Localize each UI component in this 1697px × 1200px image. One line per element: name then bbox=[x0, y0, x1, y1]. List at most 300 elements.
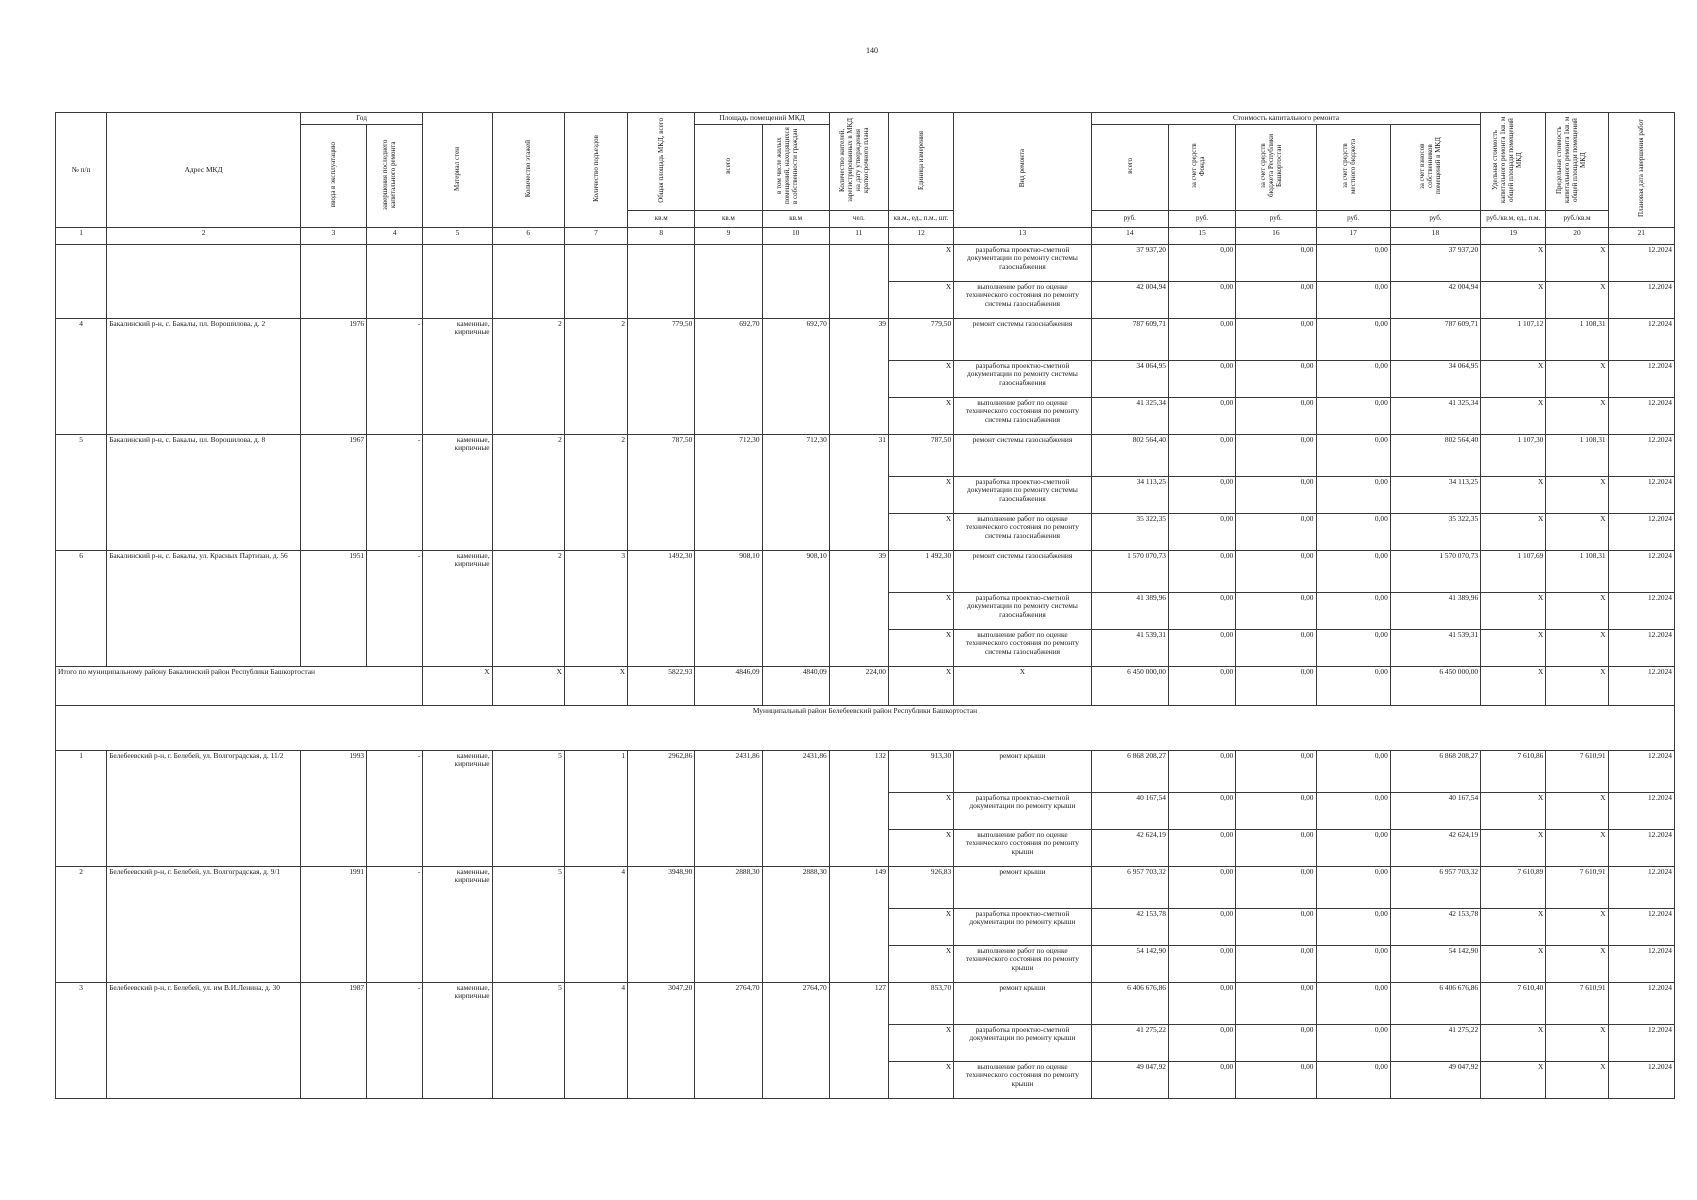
cell-cost-local: 0,00 bbox=[1316, 1061, 1390, 1098]
header-year-group: Год bbox=[300, 113, 422, 125]
cell-cost-owners: 6 957 703,32 bbox=[1390, 866, 1480, 908]
cell-empty bbox=[564, 244, 627, 318]
cell-cost-fund: 0,00 bbox=[1168, 982, 1235, 1024]
cell-specific-cost: X bbox=[1481, 908, 1546, 945]
column-number: 16 bbox=[1236, 227, 1316, 244]
cell-planned-date: 12.2024 bbox=[1608, 397, 1674, 434]
column-number: 9 bbox=[695, 227, 762, 244]
cell-cost-republic: 0,00 bbox=[1236, 550, 1316, 592]
cell-unit-qty: X bbox=[888, 397, 953, 434]
cell-work-type: разработка проектно-сметной документации по ремонту крыши bbox=[954, 908, 1092, 945]
cell-planned-date: 12.2024 bbox=[1608, 360, 1674, 397]
unit-cost-total: руб. bbox=[1091, 210, 1168, 227]
cell-cost-fund: 0,00 bbox=[1168, 476, 1235, 513]
cell-cost-local: 0,00 bbox=[1316, 666, 1390, 705]
cell-cost-local: 0,00 bbox=[1316, 513, 1390, 550]
cell-specific-cost: X bbox=[1481, 476, 1546, 513]
cell-cost-total: 42 624,19 bbox=[1091, 829, 1168, 866]
unit-cost-local: руб. bbox=[1316, 210, 1390, 227]
cell-entrances: 4 bbox=[564, 982, 627, 1098]
header-total-area: Общая площадь МКД, всего bbox=[628, 113, 695, 211]
cell-work-type: ремонт крыши bbox=[954, 866, 1092, 908]
header-cost-republic: за счет средств бюджета Республики Башкортостан bbox=[1236, 125, 1316, 211]
cell-planned-date: 12.2024 bbox=[1608, 908, 1674, 945]
cell-specific-cost: 7 610,89 bbox=[1481, 866, 1546, 908]
cell-floors: X bbox=[492, 666, 564, 705]
cell-cost-local: 0,00 bbox=[1316, 629, 1390, 666]
cell-limit-cost: 1 108,31 bbox=[1546, 318, 1608, 360]
cell-year-last-repair: - bbox=[367, 550, 423, 666]
header-work-type: Вид ремонта bbox=[954, 113, 1092, 228]
cell-total-area: 3047,20 bbox=[628, 982, 695, 1098]
cell-empty bbox=[492, 244, 564, 318]
cell-unit-qty: X bbox=[888, 666, 953, 705]
cell-cost-local: 0,00 bbox=[1316, 792, 1390, 829]
cell-year-last-repair: - bbox=[367, 434, 423, 550]
cell-limit-cost: X bbox=[1546, 244, 1608, 281]
cell-cost-total: 6 957 703,32 bbox=[1091, 866, 1168, 908]
cell-cost-republic: 0,00 bbox=[1236, 513, 1316, 550]
cell-cost-local: 0,00 bbox=[1316, 244, 1390, 281]
cell-wall-material: каменные, кирпичные bbox=[423, 750, 492, 866]
cell-year-commission: 1951 bbox=[300, 550, 366, 666]
cell-limit-cost: X bbox=[1546, 945, 1608, 982]
cell-unit-qty: X bbox=[888, 476, 953, 513]
cell-total-area: 2962,86 bbox=[628, 750, 695, 866]
cell-residents: 39 bbox=[829, 550, 888, 666]
column-number: 18 bbox=[1390, 227, 1480, 244]
column-number: 4 bbox=[367, 227, 423, 244]
cell-area-residential: 4840,09 bbox=[762, 666, 829, 705]
cell-cost-owners: 40 167,54 bbox=[1390, 792, 1480, 829]
header-entrances: Количество подъездов bbox=[564, 113, 627, 228]
cell-cost-owners: 54 142,90 bbox=[1390, 945, 1480, 982]
cell-specific-cost: 1 107,12 bbox=[1481, 318, 1546, 360]
cell-limit-cost: X bbox=[1546, 829, 1608, 866]
cell-planned-date: 12.2024 bbox=[1608, 476, 1674, 513]
column-number: 11 bbox=[829, 227, 888, 244]
cell-address: Белебеевский р-н, г. Белебей, ул. Волгоградская, д. 11/2 bbox=[107, 750, 301, 866]
cell-residents: 224,00 bbox=[829, 666, 888, 705]
cell-limit-cost: X bbox=[1546, 281, 1608, 318]
header-limit-cost: Предельная стоимость капитального ремонта 1кв. м общей площади помещений МКД bbox=[1546, 113, 1608, 211]
cell-cost-fund: 0,00 bbox=[1168, 945, 1235, 982]
cell-cost-republic: 0,00 bbox=[1236, 1061, 1316, 1098]
cell-address: Бакалинский р-н, с. Бакалы, ул. Красных Партизан, д. 56 bbox=[107, 550, 301, 666]
cell-no: 5 bbox=[56, 434, 107, 550]
cell-cost-republic: 0,00 bbox=[1236, 1024, 1316, 1061]
cell-entrances: 4 bbox=[564, 866, 627, 982]
cell-year-last-repair: - bbox=[367, 866, 423, 982]
cell-cost-owners: 37 937,20 bbox=[1390, 244, 1480, 281]
header-cost-owners: за счет взносов собственников помещений в МКД bbox=[1390, 125, 1480, 211]
cell-empty bbox=[107, 244, 301, 318]
cell-cost-fund: 0,00 bbox=[1168, 281, 1235, 318]
cell-cost-owners: 6 868 208,27 bbox=[1390, 750, 1480, 792]
cell-entrances: 2 bbox=[564, 434, 627, 550]
cell-unit-qty: X bbox=[888, 281, 953, 318]
header-cost-fund: за счет средств Фонда bbox=[1168, 125, 1235, 211]
cell-cost-local: 0,00 bbox=[1316, 550, 1390, 592]
cell-cost-fund: 0,00 bbox=[1168, 908, 1235, 945]
unit-total-area: кв.м bbox=[628, 210, 695, 227]
cell-limit-cost: X bbox=[1546, 592, 1608, 629]
cell-limit-cost: X bbox=[1546, 1061, 1608, 1098]
table-row bbox=[56, 550, 1675, 592]
cell-specific-cost: X bbox=[1481, 829, 1546, 866]
cell-cost-total: 787 609,71 bbox=[1091, 318, 1168, 360]
cell-limit-cost: 7 610,91 bbox=[1546, 982, 1608, 1024]
cell-planned-date: 12.2024 bbox=[1608, 318, 1674, 360]
cell-cost-owners: 35 322,35 bbox=[1390, 513, 1480, 550]
cell-cost-fund: 0,00 bbox=[1168, 360, 1235, 397]
cell-specific-cost: X bbox=[1481, 360, 1546, 397]
cell-cost-fund: 0,00 bbox=[1168, 318, 1235, 360]
cell-unit-qty: 1 492,30 bbox=[888, 550, 953, 592]
cell-limit-cost: 1 108,31 bbox=[1546, 550, 1608, 592]
cell-area-all: 692,70 bbox=[695, 318, 762, 434]
cell-limit-cost: X bbox=[1546, 1024, 1608, 1061]
table-row bbox=[56, 750, 1675, 792]
cell-work-type: разработка проектно-сметной документации по ремонту системы газоснабжения bbox=[954, 244, 1092, 281]
cell-empty bbox=[423, 244, 492, 318]
cell-cost-local: 0,00 bbox=[1316, 829, 1390, 866]
cell-cost-republic: 0,00 bbox=[1236, 666, 1316, 705]
cell-cost-fund: 0,00 bbox=[1168, 866, 1235, 908]
cell-planned-date: 12.2024 bbox=[1608, 592, 1674, 629]
cell-cost-republic: 0,00 bbox=[1236, 434, 1316, 476]
cell-empty bbox=[300, 244, 366, 318]
cell-area-residential: 712,30 bbox=[762, 434, 829, 550]
cell-specific-cost: X bbox=[1481, 244, 1546, 281]
page-number: 140 bbox=[866, 46, 878, 55]
cell-unit-qty: X bbox=[888, 592, 953, 629]
cell-unit-qty: X bbox=[888, 360, 953, 397]
cell-cost-owners: 42 004,94 bbox=[1390, 281, 1480, 318]
cell-planned-date: 12.2024 bbox=[1608, 866, 1674, 908]
cell-specific-cost: X bbox=[1481, 592, 1546, 629]
cell-work-type: выполнение работ по оценке технического состояния по ремонту системы газоснабжения bbox=[954, 281, 1092, 318]
header-specific-cost: Удельная стоимость капитального ремонта 1кв. м общей площади помещений МКД bbox=[1481, 113, 1546, 211]
cell-wall-material: каменные, кирпичные bbox=[423, 318, 492, 434]
cell-cost-total: 6 868 208,27 bbox=[1091, 750, 1168, 792]
cell-no: 2 bbox=[56, 866, 107, 982]
cell-cost-republic: 0,00 bbox=[1236, 866, 1316, 908]
cell-unit-qty: 779,50 bbox=[888, 318, 953, 360]
cell-year-commission: 1987 bbox=[300, 982, 366, 1098]
cell-cost-fund: 0,00 bbox=[1168, 829, 1235, 866]
cell-no: 3 bbox=[56, 982, 107, 1098]
cell-cost-total: 41 389,96 bbox=[1091, 592, 1168, 629]
cell-area-all: 2764,70 bbox=[695, 982, 762, 1098]
cell-cost-fund: 0,00 bbox=[1168, 513, 1235, 550]
cell-cost-owners: 6 406 676,86 bbox=[1390, 982, 1480, 1024]
cell-cost-local: 0,00 bbox=[1316, 397, 1390, 434]
column-number-row bbox=[56, 227, 1675, 244]
cell-cost-fund: 0,00 bbox=[1168, 397, 1235, 434]
cell-planned-date: 12.2024 bbox=[1608, 792, 1674, 829]
cell-cost-republic: 0,00 bbox=[1236, 397, 1316, 434]
cell-floors: 2 bbox=[492, 550, 564, 666]
cell-total-label: Итого по муниципальному району Бакалинский район Республики Башкортостан bbox=[56, 666, 423, 705]
cell-cost-fund: 0,00 bbox=[1168, 629, 1235, 666]
cell-no: 1 bbox=[56, 750, 107, 866]
cell-specific-cost: 7 610,86 bbox=[1481, 750, 1546, 792]
cell-total-area: 5822,93 bbox=[628, 666, 695, 705]
cell-unit-qty: 926,83 bbox=[888, 866, 953, 908]
cell-cost-local: 0,00 bbox=[1316, 592, 1390, 629]
cell-empty bbox=[56, 244, 107, 318]
cell-work-type: ремонт системы газоснабжения bbox=[954, 434, 1092, 476]
cell-floors: 2 bbox=[492, 318, 564, 434]
cell-cost-total: 42 004,94 bbox=[1091, 281, 1168, 318]
cell-entrances: 1 bbox=[564, 750, 627, 866]
header-cost-group: Стоимость капитального ремонта bbox=[1091, 113, 1480, 125]
cell-limit-cost: X bbox=[1546, 360, 1608, 397]
cell-wall-material: каменные, кирпичные bbox=[423, 982, 492, 1098]
cell-limit-cost: X bbox=[1546, 666, 1608, 705]
cell-limit-cost: X bbox=[1546, 476, 1608, 513]
cell-cost-total: 41 539,31 bbox=[1091, 629, 1168, 666]
cell-year-last-repair: - bbox=[367, 982, 423, 1098]
cell-entrances: 2 bbox=[564, 318, 627, 434]
cell-floors: 5 bbox=[492, 750, 564, 866]
cell-area-residential: 908,10 bbox=[762, 550, 829, 666]
unit-area-all: кв.м bbox=[695, 210, 762, 227]
cell-cost-owners: 41 325,34 bbox=[1390, 397, 1480, 434]
header-area-all: всего bbox=[695, 125, 762, 211]
cell-empty bbox=[628, 244, 695, 318]
cell-cost-fund: 0,00 bbox=[1168, 244, 1235, 281]
cell-address: Белебеевский р-н, г. Белебей, ул. им В.И.Ленина, д. 30 bbox=[107, 982, 301, 1098]
cell-cost-local: 0,00 bbox=[1316, 281, 1390, 318]
cell-cost-republic: 0,00 bbox=[1236, 982, 1316, 1024]
cell-empty bbox=[367, 244, 423, 318]
cell-planned-date: 12.2024 bbox=[1608, 945, 1674, 982]
header-year-last-repair: завершения последнего капитального ремонта bbox=[367, 125, 423, 228]
column-number: 3 bbox=[300, 227, 366, 244]
cell-planned-date: 12.2024 bbox=[1608, 750, 1674, 792]
cell-work-type: ремонт крыши bbox=[954, 982, 1092, 1024]
cell-planned-date: 12.2024 bbox=[1608, 1061, 1674, 1098]
cell-cost-total: 49 047,92 bbox=[1091, 1061, 1168, 1098]
header-cost-total: всего bbox=[1091, 125, 1168, 211]
cell-cost-local: 0,00 bbox=[1316, 434, 1390, 476]
cell-work-type: разработка проектно-сметной документации по ремонту системы газоснабжения bbox=[954, 592, 1092, 629]
cell-work-type: разработка проектно-сметной документации по ремонту крыши bbox=[954, 792, 1092, 829]
column-number: 1 bbox=[56, 227, 107, 244]
cell-limit-cost: 7 610,91 bbox=[1546, 750, 1608, 792]
header-wall-material: Материал стен bbox=[423, 113, 492, 228]
cell-residents: 127 bbox=[829, 982, 888, 1098]
cell-cost-local: 0,00 bbox=[1316, 476, 1390, 513]
cell-cost-total: 6 406 676,86 bbox=[1091, 982, 1168, 1024]
cell-work-type: X bbox=[954, 666, 1092, 705]
cell-specific-cost: 1 107,69 bbox=[1481, 550, 1546, 592]
cell-wall-material: X bbox=[423, 666, 492, 705]
cell-unit-qty: 913,30 bbox=[888, 750, 953, 792]
cell-limit-cost: X bbox=[1546, 513, 1608, 550]
cell-residents: 149 bbox=[829, 866, 888, 982]
cell-work-type: ремонт крыши bbox=[954, 750, 1092, 792]
cell-cost-fund: 0,00 bbox=[1168, 792, 1235, 829]
capital-repair-table bbox=[55, 112, 1675, 1099]
cell-specific-cost: X bbox=[1481, 1061, 1546, 1098]
cell-cost-fund: 0,00 bbox=[1168, 666, 1235, 705]
column-number: 10 bbox=[762, 227, 829, 244]
header-area-group: Площадь помещений МКД bbox=[695, 113, 829, 125]
cell-area-all: 4846,09 bbox=[695, 666, 762, 705]
cell-cost-owners: 34 064,95 bbox=[1390, 360, 1480, 397]
cell-limit-cost: X bbox=[1546, 629, 1608, 666]
cell-specific-cost: X bbox=[1481, 629, 1546, 666]
cell-total-area: 779,50 bbox=[628, 318, 695, 434]
cell-empty bbox=[762, 244, 829, 318]
cell-unit-qty: X bbox=[888, 629, 953, 666]
cell-empty bbox=[695, 244, 762, 318]
table-row-section bbox=[56, 705, 1675, 750]
table-row bbox=[56, 434, 1675, 476]
cell-residents: 39 bbox=[829, 318, 888, 434]
table-row bbox=[56, 866, 1675, 908]
column-number: 2 bbox=[107, 227, 301, 244]
cell-unit-qty: X bbox=[888, 945, 953, 982]
cell-cost-local: 0,00 bbox=[1316, 318, 1390, 360]
column-number: 21 bbox=[1608, 227, 1674, 244]
cell-planned-date: 12.2024 bbox=[1608, 629, 1674, 666]
cell-cost-local: 0,00 bbox=[1316, 360, 1390, 397]
cell-unit-qty: X bbox=[888, 792, 953, 829]
cell-total-area: 787,50 bbox=[628, 434, 695, 550]
cell-specific-cost: X bbox=[1481, 945, 1546, 982]
cell-entrances: X bbox=[564, 666, 627, 705]
cell-work-type: разработка проектно-сметной документации по ремонту крыши bbox=[954, 1024, 1092, 1061]
cell-residents: 132 bbox=[829, 750, 888, 866]
cell-unit-qty: X bbox=[888, 908, 953, 945]
cell-area-all: 908,10 bbox=[695, 550, 762, 666]
cell-cost-owners: 6 450 000,00 bbox=[1390, 666, 1480, 705]
cell-cost-fund: 0,00 bbox=[1168, 434, 1235, 476]
cell-planned-date: 12.2024 bbox=[1608, 1024, 1674, 1061]
cell-planned-date: 12.2024 bbox=[1608, 244, 1674, 281]
cell-cost-local: 0,00 bbox=[1316, 1024, 1390, 1061]
cell-area-residential: 2431,86 bbox=[762, 750, 829, 866]
column-number: 14 bbox=[1091, 227, 1168, 244]
cell-cost-owners: 41 275,22 bbox=[1390, 1024, 1480, 1061]
cell-cost-local: 0,00 bbox=[1316, 982, 1390, 1024]
cell-cost-local: 0,00 bbox=[1316, 908, 1390, 945]
cell-area-residential: 2888,30 bbox=[762, 866, 829, 982]
cell-unit-qty: X bbox=[888, 513, 953, 550]
column-number: 19 bbox=[1481, 227, 1546, 244]
cell-cost-republic: 0,00 bbox=[1236, 360, 1316, 397]
cell-cost-total: 54 142,90 bbox=[1091, 945, 1168, 982]
unit-cost-fund: руб. bbox=[1168, 210, 1235, 227]
column-number: 7 bbox=[564, 227, 627, 244]
cell-cost-total: 34 064,95 bbox=[1091, 360, 1168, 397]
cell-year-commission: 1976 bbox=[300, 318, 366, 434]
cell-total-area: 1492,30 bbox=[628, 550, 695, 666]
table-row-total bbox=[56, 666, 1675, 705]
column-number: 15 bbox=[1168, 227, 1235, 244]
unit-cost-owners: руб. bbox=[1390, 210, 1480, 227]
cell-cost-republic: 0,00 bbox=[1236, 829, 1316, 866]
cell-specific-cost: X bbox=[1481, 513, 1546, 550]
cell-planned-date: 12.2024 bbox=[1608, 281, 1674, 318]
unit-area-residential: кв.м bbox=[762, 210, 829, 227]
cell-total-area: 3948,90 bbox=[628, 866, 695, 982]
cell-cost-republic: 0,00 bbox=[1236, 476, 1316, 513]
cell-unit-qty: 853,70 bbox=[888, 982, 953, 1024]
cell-address: Бакалинский р-н, с. Бакалы, пл. Ворошилова, д. 8 bbox=[107, 434, 301, 550]
cell-year-commission: 1967 bbox=[300, 434, 366, 550]
cell-cost-total: 802 564,40 bbox=[1091, 434, 1168, 476]
table-row bbox=[56, 318, 1675, 360]
cell-planned-date: 12.2024 bbox=[1608, 666, 1674, 705]
cell-unit-qty: X bbox=[888, 829, 953, 866]
cell-cost-fund: 0,00 bbox=[1168, 1061, 1235, 1098]
cell-specific-cost: X bbox=[1481, 1024, 1546, 1061]
cell-unit-qty: 787,50 bbox=[888, 434, 953, 476]
cell-limit-cost: X bbox=[1546, 908, 1608, 945]
cell-area-residential: 692,70 bbox=[762, 318, 829, 434]
cell-area-all: 2431,86 bbox=[695, 750, 762, 866]
cell-year-last-repair: - bbox=[367, 750, 423, 866]
cell-specific-cost: X bbox=[1481, 792, 1546, 829]
column-number: 13 bbox=[954, 227, 1092, 244]
cell-cost-republic: 0,00 bbox=[1236, 629, 1316, 666]
cell-cost-fund: 0,00 bbox=[1168, 592, 1235, 629]
cell-limit-cost: 1 108,31 bbox=[1546, 434, 1608, 476]
cell-planned-date: 12.2024 bbox=[1608, 513, 1674, 550]
cell-specific-cost: X bbox=[1481, 666, 1546, 705]
cell-cost-total: 1 570 070,73 bbox=[1091, 550, 1168, 592]
table-body bbox=[56, 244, 1675, 1098]
unit-cost-republic: руб. bbox=[1236, 210, 1316, 227]
cell-planned-date: 12.2024 bbox=[1608, 982, 1674, 1024]
cell-cost-total: 37 937,20 bbox=[1091, 244, 1168, 281]
cell-planned-date: 12.2024 bbox=[1608, 550, 1674, 592]
cell-cost-owners: 802 564,40 bbox=[1390, 434, 1480, 476]
header-residents: Количество жителей, зарегистрированных в МКД на дату утверждения краткосрочного плана bbox=[829, 113, 888, 211]
cell-cost-local: 0,00 bbox=[1316, 945, 1390, 982]
cell-wall-material: каменные, кирпичные bbox=[423, 434, 492, 550]
header-floors: Количество этажей bbox=[492, 113, 564, 228]
cell-planned-date: 12.2024 bbox=[1608, 829, 1674, 866]
cell-unit-qty: X bbox=[888, 1024, 953, 1061]
cell-specific-cost: X bbox=[1481, 281, 1546, 318]
cell-work-type: ремонт системы газоснабжения bbox=[954, 318, 1092, 360]
cell-cost-republic: 0,00 bbox=[1236, 750, 1316, 792]
column-number: 20 bbox=[1546, 227, 1608, 244]
cell-section-label: Муниципальный район Белебеевский район Республики Башкортостан bbox=[56, 705, 1675, 750]
unit-specific: руб./кв.м, ед., п.м. bbox=[1481, 210, 1546, 227]
unit-limit: руб./кв.м bbox=[1546, 210, 1608, 227]
cell-work-type: ремонт системы газоснабжения bbox=[954, 550, 1092, 592]
cell-area-all: 2888,30 bbox=[695, 866, 762, 982]
cell-year-last-repair: - bbox=[367, 318, 423, 434]
header-address: Адрес МКД bbox=[107, 113, 301, 228]
cell-planned-date: 12.2024 bbox=[1608, 434, 1674, 476]
header-no: № п/п bbox=[56, 113, 107, 228]
cell-cost-total: 34 113,25 bbox=[1091, 476, 1168, 513]
cell-limit-cost: X bbox=[1546, 792, 1608, 829]
cell-cost-owners: 41 389,96 bbox=[1390, 592, 1480, 629]
cell-cost-local: 0,00 bbox=[1316, 750, 1390, 792]
column-number: 5 bbox=[423, 227, 492, 244]
cell-work-type: разработка проектно-сметной документации по ремонту системы газоснабжения bbox=[954, 360, 1092, 397]
cell-cost-owners: 41 539,31 bbox=[1390, 629, 1480, 666]
